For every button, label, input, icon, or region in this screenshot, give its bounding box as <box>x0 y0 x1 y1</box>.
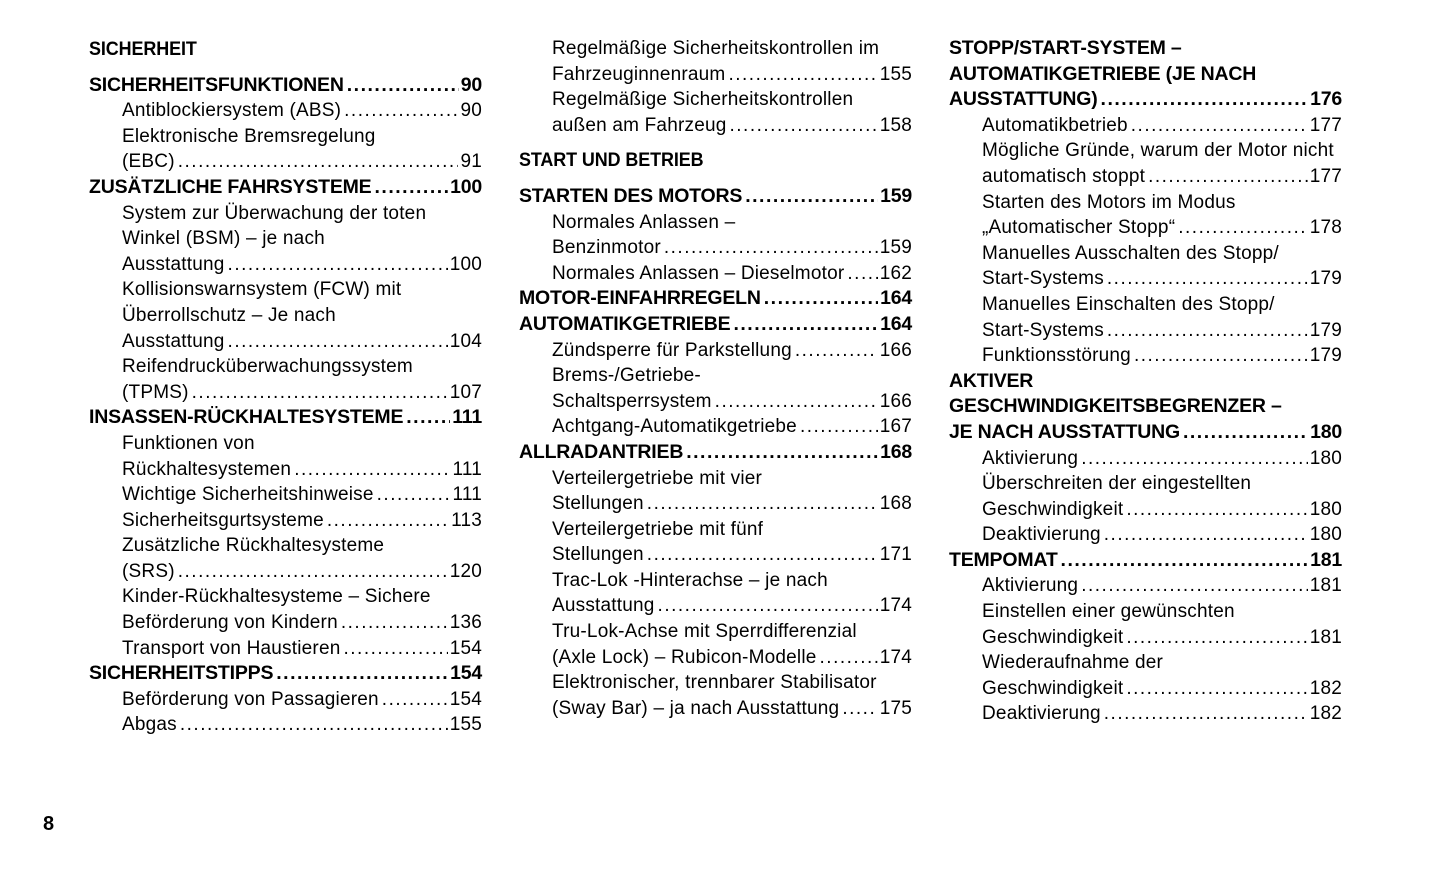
toc-subentry[interactable] <box>949 650 1342 701</box>
entry-title-line: Deaktivierung <box>982 703 1101 725</box>
entry-title-line: SICHERHEITSTIPPS <box>89 662 274 685</box>
entry-leader-row <box>89 73 482 99</box>
entry-title-line: Regelmäßige Sicherheitskontrollen <box>552 89 854 111</box>
toc-chapter-entry[interactable] <box>519 286 912 312</box>
entry-page-number: 182 <box>1309 677 1342 699</box>
entry-page-number: 166 <box>879 339 912 361</box>
entry-title-line: Fahrzeuginnenraum <box>552 63 726 85</box>
entry-leader-row <box>982 497 1342 523</box>
entry-title-line: Deaktivierung <box>982 524 1101 546</box>
dot-leader <box>1183 420 1308 446</box>
dot-leader <box>664 235 878 261</box>
entry-page-number: 180 <box>1310 420 1342 443</box>
entry-title-line: Stellungen <box>552 493 644 515</box>
entry-title-line: Winkel (BSM) – je nach <box>122 228 325 250</box>
entry-page-number: 180 <box>1309 447 1342 469</box>
entry-leader-row <box>552 645 912 671</box>
dot-leader <box>647 542 878 568</box>
dot-leader <box>820 645 878 671</box>
entry-title-line: Kinder-Rückhaltesysteme – Sichere <box>122 586 431 608</box>
entry-page-number: 162 <box>879 262 912 284</box>
entry-page-number: 136 <box>449 612 482 634</box>
entry-title-line: Wichtige Sicherheitshinweise <box>122 484 374 506</box>
dot-leader <box>1061 548 1309 574</box>
entry-page-number: 100 <box>449 253 482 275</box>
entry-leader-row <box>982 446 1342 472</box>
entry-title-line: Überrollschutz – Je nach <box>122 304 336 326</box>
entry-title-line: SICHERHEITSFUNKTIONEN <box>89 73 344 96</box>
dot-leader <box>1131 113 1308 139</box>
toc-subentry[interactable] <box>519 338 912 364</box>
entry-leader-row <box>552 235 912 261</box>
toc-subentry[interactable] <box>519 210 912 261</box>
toc-subentry[interactable] <box>89 687 482 713</box>
dot-leader <box>733 312 878 338</box>
entry-title-line: automatisch stoppt <box>982 165 1146 187</box>
dot-leader <box>730 113 878 139</box>
entry-leader-row <box>519 440 912 466</box>
entry-title-line: Start-Systems <box>982 268 1104 290</box>
toc-column-1 <box>89 36 482 738</box>
entry-leader-row <box>982 676 1342 702</box>
entry-leader-row <box>982 522 1342 548</box>
entry-leader-row <box>122 98 482 124</box>
dot-leader <box>1178 215 1307 241</box>
entry-leader-row <box>122 508 482 534</box>
toc-subentry[interactable] <box>519 261 912 287</box>
entry-title-line: STOPP/START-SYSTEM – <box>949 37 1182 59</box>
entry-leader-row <box>519 184 912 210</box>
entry-page-number: 91 <box>460 151 482 173</box>
dot-leader <box>1126 625 1307 651</box>
entry-title-line: INSASSEN-RÜCKHALTESYSTEME <box>89 406 404 429</box>
entry-title-line: AUTOMATIKGETRIEBE <box>519 312 731 335</box>
entry-title-line: Abgas <box>122 714 177 736</box>
entry-title-line: Mögliche Gründe, warum der Motor nicht <box>982 140 1334 162</box>
toc-subentry[interactable] <box>89 277 482 354</box>
entry-page-number: 158 <box>879 114 912 136</box>
toc-subentry[interactable] <box>949 701 1342 727</box>
toc-chapter-entry[interactable] <box>89 405 482 431</box>
entry-leader-row <box>982 318 1342 344</box>
dot-leader <box>180 712 448 738</box>
entry-leader-row <box>949 548 1342 574</box>
entry-page-number: 164 <box>880 287 912 310</box>
entry-page-number: 90 <box>460 100 482 122</box>
dot-leader <box>715 389 878 415</box>
toc-subentry[interactable] <box>89 482 482 508</box>
entry-page-number: 100 <box>450 175 482 198</box>
entry-title-line: Aktivierung <box>982 575 1079 597</box>
entry-leader-row <box>949 420 1342 446</box>
entry-leader-row <box>982 215 1342 241</box>
toc-subentry[interactable] <box>519 414 912 440</box>
entry-title-line: Normales Anlassen – <box>552 211 736 233</box>
entry-leader-row <box>552 62 912 88</box>
entry-title-line: außen am Fahrzeug <box>552 114 727 136</box>
toc-chapter-entry[interactable] <box>949 548 1342 574</box>
entry-leader-row <box>552 491 912 517</box>
dot-leader <box>178 149 459 175</box>
toc-subentry[interactable] <box>949 292 1342 343</box>
entry-title-line: (EBC) <box>122 151 175 173</box>
entry-title-line: Schaltsperrsystem <box>552 390 712 412</box>
entry-leader-row <box>122 712 482 738</box>
entry-title-line: JE NACH AUSSTATTUNG <box>949 420 1180 443</box>
entry-page-number: 177 <box>1309 114 1342 136</box>
entry-title-line: Regelmäßige Sicherheitskontrollen im <box>552 38 880 59</box>
entry-leader-row <box>982 343 1342 369</box>
dot-leader <box>178 559 448 585</box>
entry-title-line: (SRS) <box>122 560 175 582</box>
entry-title-line: Geschwindigkeit <box>982 498 1124 520</box>
entry-leader-row <box>122 482 482 508</box>
entry-title-line: Automatikbetrieb <box>982 114 1128 136</box>
dot-leader <box>764 286 878 312</box>
dot-leader <box>800 414 878 440</box>
entry-leader-row <box>122 149 482 175</box>
entry-leader-row <box>552 696 912 722</box>
entry-page-number: 171 <box>879 544 912 566</box>
entry-page-number: 181 <box>1309 626 1342 648</box>
dot-leader <box>847 261 877 287</box>
entry-title-line: Geschwindigkeit <box>982 677 1124 699</box>
entry-leader-row <box>552 542 912 568</box>
entry-leader-row <box>982 701 1342 727</box>
entry-page-number: 104 <box>449 330 482 352</box>
entry-title-line: „Automatischer Stopp“ <box>982 217 1176 239</box>
entry-page-number: 155 <box>449 714 482 736</box>
dot-leader <box>686 440 878 466</box>
dot-leader <box>745 184 878 210</box>
entry-title-line: Manuelles Einschalten des Stopp/ <box>982 293 1275 315</box>
entry-title-line: Überschreiten der eingestellten <box>982 473 1252 495</box>
dot-leader <box>276 661 448 687</box>
toc-subentry[interactable] <box>89 201 482 278</box>
toc-subentry[interactable] <box>519 87 912 138</box>
toc-subentry[interactable] <box>89 584 482 635</box>
entry-leader-row <box>122 252 482 278</box>
dot-leader <box>1134 343 1308 369</box>
toc-column-3 <box>949 36 1342 727</box>
dot-leader <box>228 252 448 278</box>
entry-title-line: Stellungen <box>552 544 644 566</box>
entry-title-line: Zusätzliche Rückhaltesysteme <box>122 535 385 557</box>
toc-subentry[interactable] <box>89 712 482 738</box>
toc-subentry[interactable] <box>949 522 1342 548</box>
dot-leader <box>1126 676 1307 702</box>
entry-leader-row <box>89 661 482 687</box>
entry-page-number: 182 <box>1309 703 1342 725</box>
entry-page-number: 167 <box>879 416 912 438</box>
entry-page-number: 175 <box>879 697 912 719</box>
entry-title-line: Tru-Lok-Achse mit Sperrdifferenzial <box>552 621 857 643</box>
toc-subentry[interactable] <box>519 568 912 619</box>
toc-subentry[interactable] <box>519 517 912 568</box>
entry-title-line: Funktionen von <box>122 432 255 454</box>
toc-subentry[interactable] <box>89 533 482 584</box>
toc-subentry[interactable] <box>949 573 1342 599</box>
dot-leader <box>341 610 448 636</box>
entry-page-number: 180 <box>1309 524 1342 546</box>
entry-title-line: Geschwindigkeit <box>982 626 1124 648</box>
entry-page-number: 180 <box>1309 498 1342 520</box>
entry-title-line: Achtgang-Automatikgetriebe <box>552 416 797 438</box>
entry-page-number: 154 <box>449 637 482 659</box>
dot-leader <box>658 593 878 619</box>
entry-leader-row <box>552 338 912 364</box>
entry-title-line: ZUSÄTZLICHE FAHRSYSTEME <box>89 175 372 198</box>
entry-page-number: 154 <box>449 688 482 710</box>
entry-leader-row <box>519 286 912 312</box>
dot-leader <box>192 380 448 406</box>
entry-page-number: 90 <box>460 73 482 96</box>
entry-title-line: Zündsperre für Parkstellung <box>552 339 792 361</box>
entry-title-line: AKTIVER GESCHWINDIGKEITSBEGRENZER – <box>949 369 1282 418</box>
entry-leader-row <box>552 261 912 287</box>
toc-chapter-entry[interactable] <box>89 661 482 687</box>
entry-title-line: Sicherheitsgurtsysteme <box>122 509 324 531</box>
entry-page-number: 178 <box>1309 217 1342 239</box>
entry-title-line: System zur Überwachung der toten <box>122 202 427 224</box>
toc-chapter-entry[interactable] <box>89 73 482 99</box>
toc-column-2 <box>519 36 912 721</box>
entry-leader-row <box>552 113 912 139</box>
entry-page-number: 179 <box>1309 345 1342 367</box>
entry-page-number: 168 <box>879 493 912 515</box>
toc-subentry[interactable] <box>949 113 1342 139</box>
dot-leader <box>382 687 448 713</box>
toc-subentry[interactable] <box>89 431 482 482</box>
toc-subentry[interactable] <box>89 124 482 175</box>
entry-leader-row <box>122 610 482 636</box>
section-heading: START UND BETRIEB <box>519 149 704 172</box>
toc-subentry[interactable] <box>89 354 482 405</box>
entry-title-line: STARTEN DES MOTORS <box>519 184 743 207</box>
entry-leader-row <box>982 266 1342 292</box>
entry-title-line: Ausstattung <box>122 253 225 275</box>
dot-leader <box>1081 573 1307 599</box>
entry-leader-row <box>982 113 1342 139</box>
entry-title-line: AUSSTATTUNG) <box>949 88 1098 111</box>
dot-leader <box>647 491 878 517</box>
dot-leader <box>347 73 459 99</box>
dot-leader <box>228 329 448 355</box>
toc-chapter-entry[interactable] <box>949 36 1342 113</box>
entry-leader-row <box>122 329 482 355</box>
dot-leader <box>1104 701 1308 727</box>
dot-leader <box>1101 87 1309 113</box>
entry-title-line: Brems-/Getriebe- <box>552 365 701 387</box>
entry-leader-row <box>982 625 1342 651</box>
entry-title-line: Verteilergetriebe mit vier <box>552 467 763 489</box>
entry-title-line: Ausstattung <box>552 595 655 617</box>
entry-page-number: 111 <box>452 484 482 506</box>
toc-subentry[interactable] <box>519 466 912 517</box>
entry-page-number: 181 <box>1310 548 1342 571</box>
entry-title-line: (TPMS) <box>122 381 189 403</box>
section-heading: SICHERHEIT <box>89 38 197 60</box>
entry-leader-row <box>122 687 482 713</box>
entry-title-line: Einstellen einer gewünschten <box>982 601 1235 623</box>
entry-title-line: Beförderung von Kindern <box>122 612 338 634</box>
entry-page-number: 164 <box>880 312 912 335</box>
entry-page-number: 179 <box>1309 268 1342 290</box>
entry-title-line: Wiederaufnahme der <box>982 652 1164 674</box>
entry-title-line: Transport von Haustieren <box>122 637 341 659</box>
entry-title-line: Normales Anlassen – Dieselmotor <box>552 262 845 284</box>
entry-page-number: 159 <box>879 237 912 259</box>
entry-title-line: AUTOMATIKGETRIEBE (JE NACH <box>949 62 1257 85</box>
entry-title-line: Funktionsstörung <box>982 345 1131 367</box>
entry-page-number: 177 <box>1309 165 1342 187</box>
dot-leader <box>1148 164 1308 190</box>
toc-subentry[interactable] <box>519 36 912 87</box>
entry-leader-row <box>982 164 1342 190</box>
toc-chapter-entry[interactable] <box>89 175 482 201</box>
toc-chapter-entry[interactable] <box>519 184 912 210</box>
entry-page-number: 168 <box>880 440 912 463</box>
entry-page-number: 166 <box>879 390 912 412</box>
entry-title-line: Elektronischer, trennbarer Stabilisator <box>552 672 877 694</box>
entry-title-line: Start-Systems <box>982 319 1104 341</box>
dot-leader <box>375 175 449 201</box>
entry-page-number: 176 <box>1310 88 1342 111</box>
entry-leader-row <box>552 414 912 440</box>
dot-leader <box>842 696 877 722</box>
toc-subentry[interactable] <box>519 363 912 414</box>
toc-subentry[interactable] <box>949 241 1342 292</box>
entry-title-line: Reifendrucküberwachungssystem <box>122 356 413 378</box>
dot-leader <box>1104 522 1308 548</box>
entry-page-number: 120 <box>449 560 482 582</box>
entry-page-number: 181 <box>1309 575 1342 597</box>
dot-leader <box>343 636 447 662</box>
entry-leader-row <box>519 312 912 338</box>
entry-title-line: Trac-Lok -Hinterachse – je nach <box>552 569 828 591</box>
entry-leader-row <box>122 380 482 406</box>
dot-leader <box>1081 446 1307 472</box>
entry-page-number: 154 <box>450 662 482 685</box>
toc-subentry[interactable] <box>89 636 482 662</box>
dot-leader <box>1107 318 1308 344</box>
dot-leader <box>294 457 450 483</box>
entry-leader-row <box>982 573 1342 599</box>
entry-leader-row <box>122 457 482 483</box>
entry-leader-row <box>949 87 1342 113</box>
entry-page-number: 111 <box>452 406 482 429</box>
entry-leader-row <box>89 405 482 431</box>
entry-page-number: 107 <box>449 381 482 403</box>
entry-leader-row <box>89 175 482 201</box>
entry-title-line: ALLRADANTRIEB <box>519 440 684 463</box>
entry-title-line: MOTOR-EINFAHRREGELN <box>519 287 761 310</box>
entry-leader-row <box>552 389 912 415</box>
entry-page-number: 174 <box>879 595 912 617</box>
entry-title-line: Ausstattung <box>122 330 225 352</box>
entry-title-line: TEMPOMAT <box>949 548 1058 571</box>
dot-leader <box>344 98 458 124</box>
entry-title-line: Verteilergetriebe mit fünf <box>552 518 764 540</box>
toc-chapter-entry[interactable] <box>519 440 912 466</box>
entry-page-number: 111 <box>452 458 482 480</box>
toc-subentry[interactable] <box>949 343 1342 369</box>
entry-title-line: Manuelles Ausschalten des Stopp/ <box>982 242 1279 264</box>
dot-leader <box>327 508 449 534</box>
entry-title-line: (Sway Bar) – ja nach Ausstattung <box>552 697 840 719</box>
entry-page-number: 159 <box>880 184 912 207</box>
entry-title-line: (Axle Lock) – Rubicon-Modelle <box>552 646 817 668</box>
dot-leader <box>1126 497 1307 523</box>
entry-page-number: 113 <box>451 509 482 531</box>
entry-leader-row <box>122 559 482 585</box>
toc-chapter-entry[interactable] <box>519 312 912 338</box>
toc-subentry[interactable] <box>949 471 1342 522</box>
entry-title-line: Elektronische Bremsregelung <box>122 125 376 147</box>
toc-subentry[interactable] <box>519 670 912 721</box>
entry-title-line: Antiblockiersystem (ABS) <box>122 100 342 122</box>
toc-subentry[interactable] <box>519 619 912 670</box>
dot-leader <box>1107 266 1308 292</box>
entry-title-line: Kollisionswarnsystem (FCW) mit <box>122 279 402 301</box>
entry-leader-row <box>552 593 912 619</box>
dot-leader <box>795 338 878 364</box>
toc-subentry[interactable] <box>949 599 1342 650</box>
dot-leader <box>377 482 451 508</box>
entry-page-number: 174 <box>879 646 912 668</box>
entry-title-line: Beförderung von Passagieren <box>122 688 379 710</box>
dot-leader <box>406 405 450 431</box>
toc-subentry[interactable] <box>949 190 1342 241</box>
toc-chapter-entry[interactable] <box>949 369 1342 446</box>
toc-subentry[interactable] <box>89 98 482 124</box>
entry-title-line: Benzinmotor <box>552 237 661 259</box>
page-number: 8 <box>43 813 55 835</box>
toc-subentry[interactable] <box>89 508 482 534</box>
entry-title-line: Rückhaltesystemen <box>122 458 292 480</box>
entry-title-line: Aktivierung <box>982 447 1079 469</box>
entry-page-number: 179 <box>1309 319 1342 341</box>
entry-leader-row <box>122 636 482 662</box>
entry-page-number: 155 <box>879 63 912 85</box>
toc-subentry[interactable] <box>949 138 1342 189</box>
entry-title-line: Starten des Motors im Modus <box>982 191 1236 213</box>
dot-leader <box>728 62 877 88</box>
toc-subentry[interactable] <box>949 446 1342 472</box>
